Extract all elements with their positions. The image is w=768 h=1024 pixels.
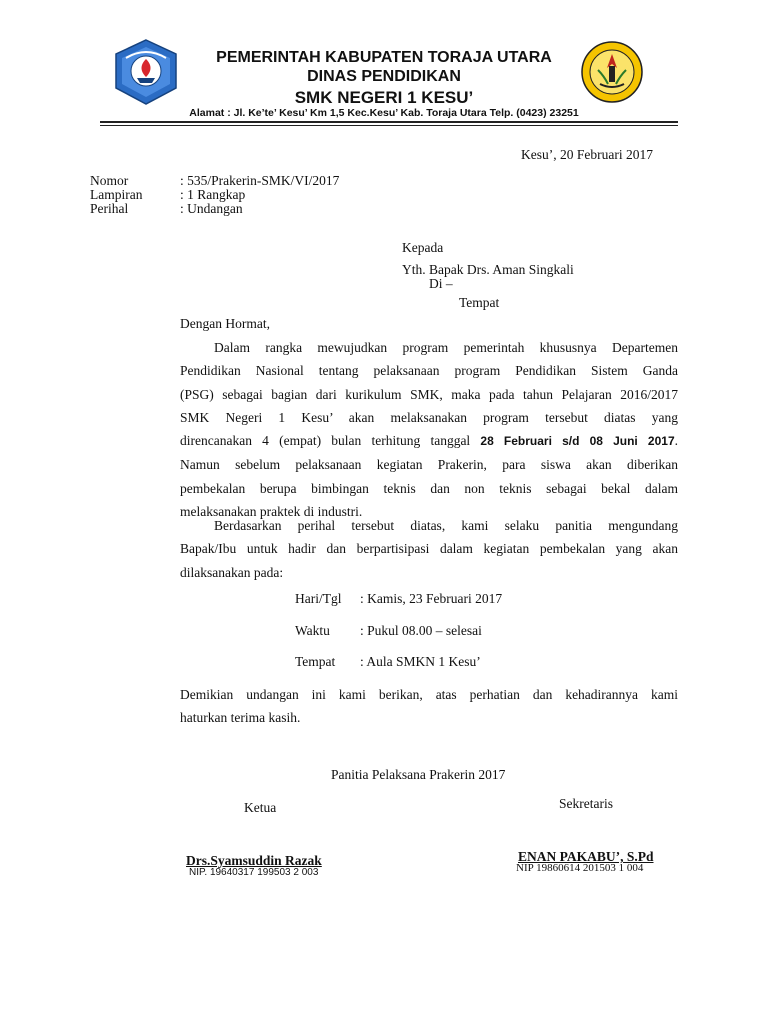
paragraph-invitation-line: Bapak/Ibu untuk hadir dan berpartisipasi dalam kegiatan pembekalan yang akan bbox=[180, 541, 678, 557]
meta-label-nomor: Nomor bbox=[90, 173, 129, 188]
paragraph-invitation-line: dilaksanakan pada: bbox=[180, 564, 284, 580]
event-value-time: : Pukul 08.00 – selesai bbox=[360, 623, 482, 638]
recipient-tempat: Tempat bbox=[459, 295, 500, 310]
paragraph-closing-line: haturkan terima kasih. bbox=[180, 710, 301, 726]
event-label-place: Tempat bbox=[295, 654, 336, 669]
header-rule-thin bbox=[100, 125, 678, 126]
paragraph-intro-line: Namun sebelum pelaksanaan kegiatan Prakerin, para siswa akan diberikan bbox=[180, 457, 678, 473]
letter-date: Kesu’, 20 Februari 2017 bbox=[521, 147, 653, 162]
paragraph-intro-line: pembekalan berupa bimbingan teknis dan non teknis sebagai bekal dalam bbox=[180, 480, 678, 496]
header-rule-thick bbox=[100, 121, 678, 123]
paragraph-intro-period: . bbox=[674, 433, 678, 449]
event-label-time: Waktu bbox=[295, 623, 330, 638]
meta-label-lampiran: Lampiran bbox=[90, 187, 143, 202]
program-dates: 28 Februari s/d 08 Juni 2017 bbox=[480, 434, 675, 449]
paragraph-intro-text: direncanakan 4 (empat) bulan terhitung tanggal bbox=[180, 433, 481, 449]
paragraph-invitation-line: Berdasarkan perihal tersebut diatas, kami selaku panitia mengundang bbox=[214, 518, 678, 533]
meta-label-perihal: Perihal bbox=[90, 201, 129, 216]
paragraph-intro-line: Dalam rangka mewujudkan program pemerintah khususnya Departemen bbox=[214, 340, 678, 355]
committee-title: Panitia Pelaksana Prakerin 2017 bbox=[331, 767, 506, 782]
header-school: SMK NEGERI 1 KESU’ bbox=[294, 88, 474, 107]
meta-value-lampiran: : 1 Rangkap bbox=[180, 187, 246, 202]
recipient-di: Di – bbox=[429, 276, 453, 291]
paragraph-intro-line: melaksanakan praktek di industri. bbox=[180, 504, 363, 520]
recipient-kepada: Kepada bbox=[402, 240, 444, 255]
signature-name-left: Drs.Syamsuddin Razak bbox=[186, 853, 322, 868]
recipient-name: Yth. Bapak Drs. Aman Singkali bbox=[402, 262, 574, 277]
header-address: Alamat : Jl. Ke’te’ Kesu’ Km 1,5 Kec.Kesu’ Kab. Toraja Utara Telp. (0423) 23251 bbox=[189, 107, 579, 119]
signature-name-right: ENAN PAKABU’, S.Pd bbox=[518, 849, 654, 864]
signature-role-left: Ketua bbox=[244, 800, 277, 815]
header-department: DINAS PENDIDIKAN bbox=[307, 68, 461, 85]
event-value-place: : Aula SMKN 1 Kesu’ bbox=[360, 654, 481, 669]
greeting: Dengan Hormat, bbox=[180, 316, 270, 331]
paragraph-intro bbox=[180, 336, 678, 523]
paragraph-closing bbox=[180, 683, 678, 730]
event-label-day: Hari/Tgl bbox=[295, 591, 342, 606]
paragraph-intro-line: Pendidikan Nasional tentang pelaksanaan program Pendidikan Sistem Ganda bbox=[180, 363, 678, 379]
signature-nip-left: NIP. 19640317 199503 2 003 bbox=[189, 867, 319, 878]
meta-value-perihal: : Undangan bbox=[180, 201, 243, 216]
paragraph-invitation bbox=[180, 514, 678, 584]
meta-value-nomor: : 535/Prakerin-SMK/VI/2017 bbox=[180, 173, 340, 188]
paragraph-closing-line: Demikian undangan ini kami berikan, atas perhatian dan kehadirannya kami bbox=[180, 687, 678, 702]
event-value-day: : Kamis, 23 Februari 2017 bbox=[360, 591, 503, 606]
paragraph-intro-line bbox=[180, 429, 678, 453]
header-government: PEMERINTAH KABUPATEN TORAJA UTARA bbox=[216, 49, 552, 66]
signature-nip-right: NIP 19860614 201503 1 004 bbox=[516, 862, 644, 874]
paragraph-intro-line: (PSG) sebagai bagian dari kurikulum SMK, maka pada tahun Pelajaran 2016/2017 bbox=[180, 386, 678, 402]
signature-role-right: Sekretaris bbox=[559, 796, 613, 811]
paragraph-intro-line: SMK Negeri 1 Kesu’ akan melaksanakan program tersebut diatas yang bbox=[180, 409, 678, 425]
